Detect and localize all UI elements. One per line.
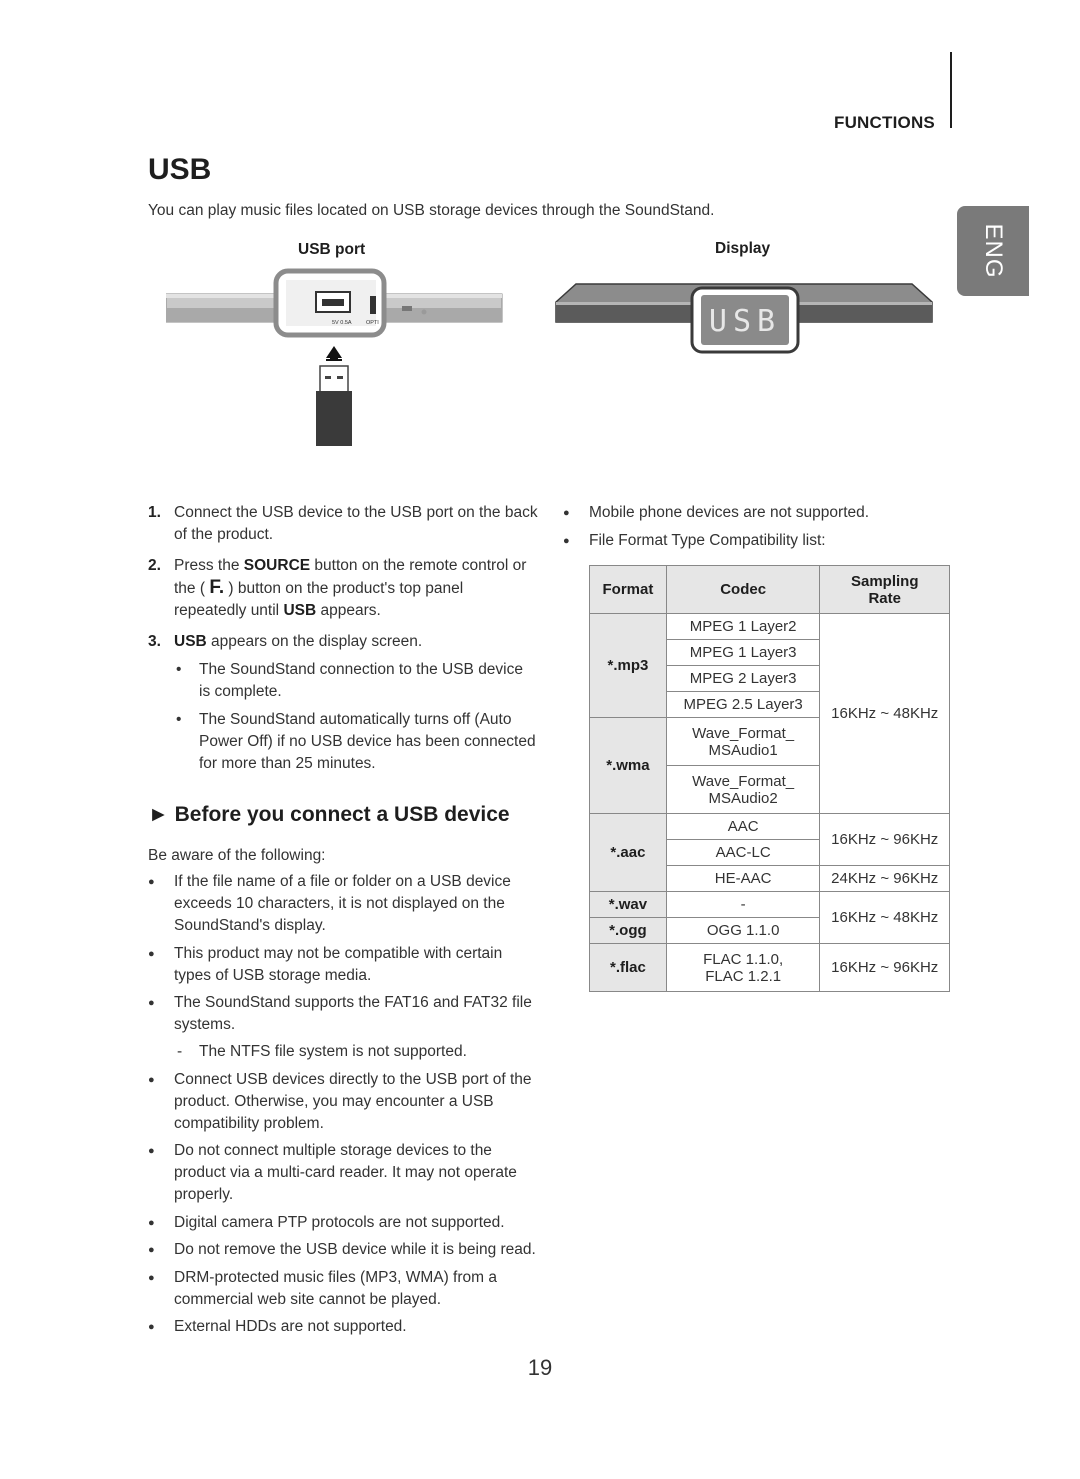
step-item	[148, 502, 538, 546]
codec-cell: -	[666, 892, 820, 918]
compatibility-notes	[563, 502, 963, 558]
precaution-item: ● This product may not be compatible with certain types of USB storage media.	[148, 943, 538, 987]
codec-cell: HE-AAC	[666, 866, 820, 892]
table-row	[590, 814, 950, 840]
aware-text: Be aware of the following:	[148, 847, 326, 864]
page-number: 19	[527, 1355, 553, 1380]
rate-cell: 16KHz ~ 96KHz	[820, 814, 950, 866]
step-text: button on the remote control or the (	[174, 557, 527, 597]
display-caption: Display	[715, 240, 771, 257]
format-cell: *.mp3	[590, 614, 667, 718]
precaution-item: ● If the file name of a file or folder on a USB device exceeds 10 characters, it is not displayed on the SoundStand's display.	[148, 871, 538, 937]
steps-list	[148, 502, 538, 784]
language-tab	[957, 206, 1029, 296]
precaution-item: ● External HDDs are not supported.	[148, 1316, 538, 1338]
rate-cell: 16KHz ~ 48KHz	[820, 614, 950, 814]
usb-mode-name: USB	[283, 602, 317, 619]
precautions-list	[148, 871, 538, 1344]
step-text: appears.	[316, 602, 381, 619]
step-number: 1.	[148, 504, 161, 521]
format-cell: *.wma	[590, 718, 667, 814]
format-cell: *.ogg	[590, 918, 667, 944]
rate-cell: 16KHz ~ 48KHz	[820, 892, 950, 944]
usb-mode-name: USB	[174, 633, 207, 650]
header-sampling: Sampling	[850, 572, 919, 590]
step-text: appears on the display screen.	[206, 633, 423, 650]
language-tab-label: ENG	[980, 223, 1007, 279]
usb-port-caption: USB port	[298, 241, 366, 258]
step-number: 3.	[148, 633, 161, 650]
codec-cell	[666, 766, 820, 814]
precaution-item: ● Digital camera PTP protocols are not supported.	[148, 1212, 538, 1234]
format-compatibility-table	[589, 565, 950, 992]
format-cell: *.aac	[590, 814, 667, 892]
codec-cell	[666, 944, 820, 992]
precaution-item: ● Do not remove the USB device while it is being read.	[148, 1239, 538, 1261]
display-screen-text: USB	[708, 304, 782, 339]
rate-cell: 24KHz ~ 96KHz	[820, 866, 950, 892]
note-item: ● File Format Type Compatibility list:	[563, 530, 963, 552]
precaution-item: ● Connect USB devices directly to the USB port of the product. Otherwise, you may encounter a USB compatibility problem.	[148, 1069, 538, 1135]
step-text: ) button on the product's top panel repeatedly until	[174, 580, 464, 619]
codec-cell: MPEG 2.5 Layer3	[666, 692, 820, 718]
step-sublist	[174, 659, 538, 775]
header-format: Format	[590, 566, 667, 614]
precaution-item	[148, 992, 538, 1063]
step-text: Press the	[174, 557, 244, 574]
precaution-item: ● DRM-protected music files (MP3, WMA) from a commercial web site cannot be played.	[148, 1267, 538, 1311]
arrow-icon: ►	[148, 803, 169, 826]
codec-cell: MPEG 1 Layer2	[666, 614, 820, 640]
rate-cell: 16KHz ~ 96KHz	[820, 944, 950, 992]
precaution-text: The SoundStand supports the FAT16 and FAT32 file systems.	[174, 994, 532, 1033]
step-item	[148, 555, 538, 622]
sub-bullet: • The SoundStand connection to the USB device is complete.	[174, 659, 538, 703]
section-header: FUNCTIONS	[834, 113, 935, 132]
table-row	[590, 944, 950, 992]
sub-bullet: • The SoundStand automatically turns off (Auto Power Off) if no USB device has been connected for more than 25 minutes.	[174, 709, 538, 775]
intro-text: You can play music files located on USB storage devices through the SoundStand.	[148, 202, 715, 219]
source-button-name: SOURCE	[243, 557, 311, 574]
format-cell: *.wav	[590, 892, 667, 918]
codec-line: MSAudio2	[708, 789, 778, 807]
precaution-item: ● Do not connect multiple storage devices to the product via a multi-card reader. It may not operate properly.	[148, 1140, 538, 1206]
table-row	[590, 614, 950, 640]
header-divider	[950, 52, 952, 128]
codec-cell: MPEG 2 Layer3	[666, 666, 820, 692]
codec-line: Wave_Format_	[692, 772, 795, 790]
codec-cell: AAC-LC	[666, 840, 820, 866]
table-row	[590, 892, 950, 918]
usb-port-illustration	[166, 268, 506, 453]
display-illustration	[554, 280, 934, 356]
codec-line: Wave_Format_	[692, 724, 795, 742]
ntfs-note: - The NTFS file system is not supported.	[174, 1041, 538, 1063]
port-optical-label: OPTI	[366, 320, 379, 326]
function-button-icon: F.	[209, 577, 225, 598]
codec-cell: MPEG 1 Layer3	[666, 640, 820, 666]
header-sampling-rate	[820, 566, 950, 614]
codec-line: FLAC 1.1.0,	[703, 950, 784, 968]
codec-cell: OGG 1.1.0	[666, 918, 820, 944]
header-rate: Rate	[868, 589, 901, 607]
codec-line: MSAudio1	[708, 741, 778, 759]
port-voltage-label: 5V 0.5A	[332, 320, 352, 326]
codec-line: FLAC 1.2.1	[705, 967, 782, 985]
note-item: ● Mobile phone devices are not supported.	[563, 502, 963, 524]
codec-cell	[666, 718, 820, 766]
section-heading	[148, 803, 510, 827]
format-cell: *.flac	[590, 944, 667, 992]
page-title: USB	[148, 153, 212, 186]
header-codec: Codec	[666, 566, 820, 614]
step-number: 2.	[148, 557, 161, 574]
step-item	[148, 631, 538, 775]
codec-cell: AAC	[666, 814, 820, 840]
table-header-row	[590, 566, 950, 614]
step-text: Connect the USB device to the USB port on the back of the product.	[174, 504, 538, 543]
section-heading-text: Before you connect a USB device	[174, 803, 510, 826]
